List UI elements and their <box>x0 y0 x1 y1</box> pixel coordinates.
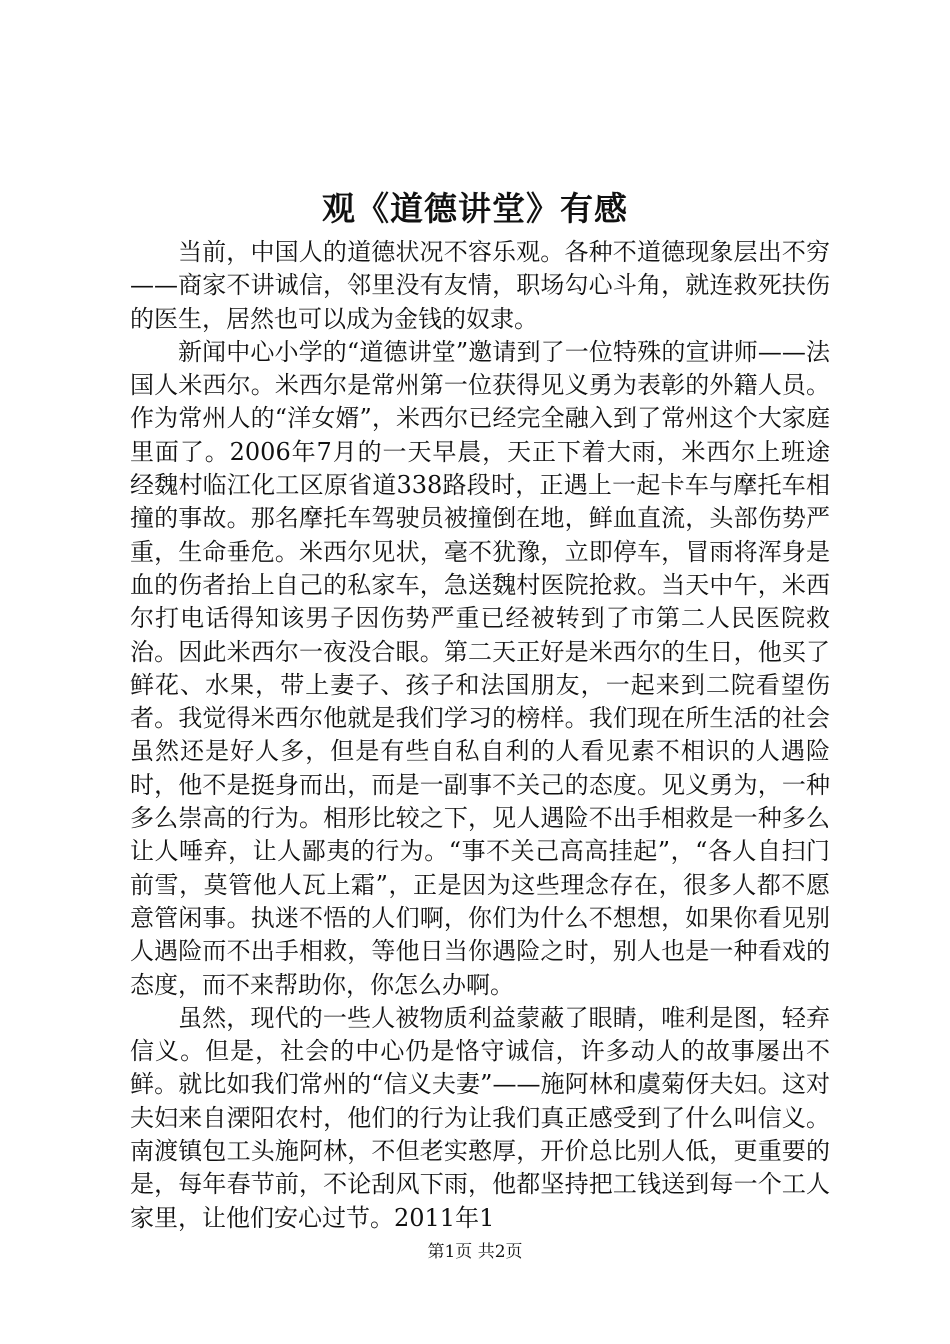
document-body <box>130 236 830 1235</box>
paragraph-3: 虽然，现代的一些人被物质利益蒙蔽了眼睛，唯利是图，轻弃信义。但是，社会的中心仍是恪守诚信，许多动人的故事屡出不鲜。就比如我们常州的“信义夫妻”——施阿林和虞菊伢夫妇。这对夫妇来自溧阳农村，他们的行为让我们真正感受到了什么叫信义。南渡镇包工头施阿林，不但老实憨厚，开价总比别人低，更重要的是，每年春节前，不论刮风下雨，他都坚持把工钱送到每一个工人家里，让他们安心过节。2011年1 <box>130 1003 830 1232</box>
paragraph-2: 新闻中心小学的“道德讲堂”邀请到了一位特殊的宣讲师——法国人米西尔。米西尔是常州第一位获得见义勇为表彰的外籍人员。作为常州人的“洋女婿”，米西尔已经完全融入到了常州这个大家庭里面了。2006年7月的一天早晨，天正下着大雨，米西尔上班途经魏村临江化工区原省道338路段时，正遇上一起卡车与摩托车相撞的事故。那名摩托车驾驶员被撞倒在地，鲜血直流，头部伤势严重，生命垂危。米西尔见状，毫不犹豫，立即停车，冒雨将浑身是血的伤者抬上自己的私家车，急送魏村医院抢救。当天中午，米西尔打电话得知该男子因伤势严重已经被转到了市第二人民医院救治。因此米西尔一夜没合眼。第二天正好是米西尔的生日，他买了鲜花、水果，带上妻子、孩子和法国朋友，一起来到二院看望伤者。我觉得米西尔他就是我们学习的榜样。我们现在所生活的社会虽然还是好人多，但是有些自私自利的人看见素不相识的人遇险时，他不是挺身而出，而是一副事不关己的态度。见义勇为，一种多么崇高的行为。相形比较之下，见人遇险不出手相救是一种多么让人唾弃，让人鄙夷的行为。“事不关己高高挂起”，“各人自扫门前雪，莫管他人瓦上霜”，正是因为这些理念存在，很多人都不愿意管闲事。执迷不悟的人们啊，你们为什么不想想，如果你看见别人遇险而不出手相救，等他日当你遇险之时，别人也是一种看戏的态度，而不来帮助你，你怎么办啊。 <box>130 337 830 999</box>
document-title: 观《道德讲堂》有感 <box>322 189 628 228</box>
paragraph-1: 当前，中国人的道德状况不容乐观。各种不道德现象层出不穷——商家不讲诚信，邻里没有友情，职场勾心斗角，就连救死扶伤的医生，居然也可以成为金钱的奴隶。 <box>130 238 830 333</box>
page-footer: 第1页 共2页 <box>427 1242 523 1262</box>
